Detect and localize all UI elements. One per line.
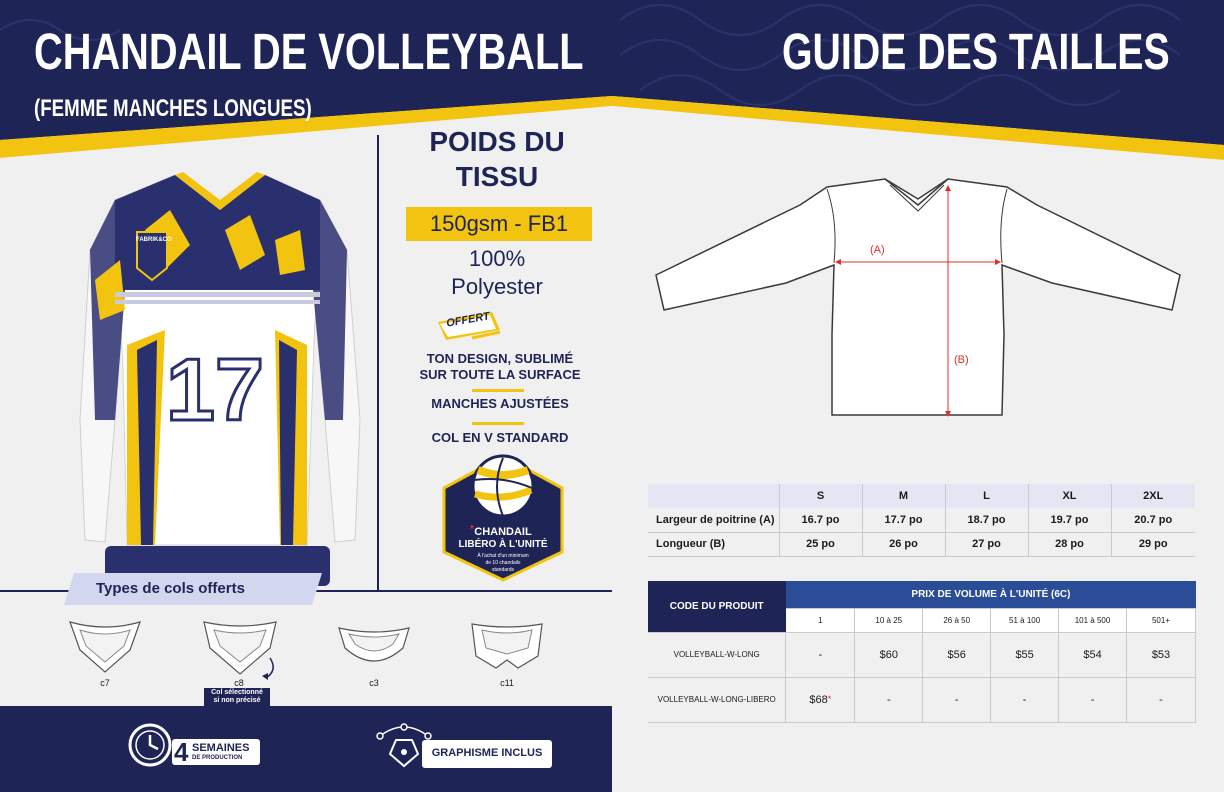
price-cell: $55 (991, 632, 1059, 677)
price-cell: - (786, 632, 855, 677)
feature-design-1: TON DESIGN, SUBLIMÉ (426, 351, 574, 366)
weeks-sub: DE PRODUCTION (192, 755, 243, 761)
table-cell: 19.7 po (1028, 508, 1111, 532)
size-table (648, 484, 1195, 557)
collar-c8-icon (200, 618, 280, 680)
tier-header: 501+ (1127, 608, 1196, 632)
libero-asterisk: * (470, 524, 474, 535)
table-cell: 28 po (1028, 532, 1111, 556)
feature-sleeves: MANCHES AJUSTÉES (431, 396, 569, 411)
material-name: Polyester (451, 274, 543, 299)
price-cell (786, 677, 855, 722)
table-cell: 18.7 po (945, 508, 1028, 532)
tier-header: 26 à 50 (923, 608, 991, 632)
table-row (648, 632, 1196, 677)
fabric-weight: 150gsm - FB1 (406, 207, 592, 241)
vertical-divider (377, 135, 379, 590)
size-table-header (648, 484, 1195, 508)
table-cell: 29 po (1111, 532, 1195, 556)
table-row (648, 677, 1196, 722)
table-cell: 17.7 po (862, 508, 945, 532)
collar-c8-note (204, 688, 270, 706)
table-cell: 20.7 po (1111, 508, 1195, 532)
table-cell: 27 po (945, 532, 1028, 556)
collar-c8-note-1: Col sélectionné (211, 689, 263, 696)
product-code: VOLLEYBALL-W-LONG-LIBERO (648, 677, 786, 722)
code-header: CODE DU PRODUIT (648, 581, 786, 632)
price-cell: - (855, 677, 923, 722)
libero-note-2: de 10 chandails (485, 560, 521, 566)
jersey-number: 17 (166, 340, 264, 439)
price-cell: - (1127, 677, 1196, 722)
collar-c8-note-2: si non précisé (213, 697, 261, 704)
collar-c11-icon (468, 620, 546, 674)
size-header: L (945, 484, 1028, 508)
price-cell: $54 (1059, 632, 1127, 677)
size-header: S (779, 484, 862, 508)
feature-collar: COL EN V STANDARD (431, 430, 569, 445)
size-header: M (862, 484, 945, 508)
weeks-number: 4 (174, 737, 189, 767)
collar-c3-label: c3 (369, 678, 379, 688)
collar-c7-icon (66, 618, 144, 676)
price-cell: - (991, 677, 1059, 722)
fabric-heading-2: TISSU (455, 161, 539, 192)
tier-header: 10 à 25 (855, 608, 923, 632)
collar-c7-label: c7 (100, 678, 110, 688)
jersey-brand: FABRIK&CO (137, 305, 283, 331)
weeks-label: SEMAINES (192, 742, 250, 754)
size-header: 2XL (1111, 484, 1195, 508)
tier-header: 1 (786, 608, 855, 632)
offer-tag: OFFERT (445, 310, 491, 330)
libero-line-1: CHANDAIL (474, 526, 532, 538)
price-table (648, 581, 1196, 723)
size-guide-title: GUIDE DES TAILLES (782, 23, 1170, 80)
libero-line-2: LIBÉRO À L'UNITÉ (458, 539, 548, 550)
collars-heading: Types de cols offerts (96, 580, 245, 597)
collar-c11-label: c11 (500, 678, 514, 688)
table-cell: 16.7 po (779, 508, 862, 532)
table-cell: 25 po (779, 532, 862, 556)
libero-note-1: À l'achat d'un minimum (477, 553, 529, 559)
feature-divider (472, 389, 524, 392)
price-cell: $56 (923, 632, 991, 677)
size-header-empty (648, 484, 779, 508)
price-cell: $60 (855, 632, 923, 677)
row-label: Longueur (B) (648, 532, 779, 556)
design-label: GRAPHISME INCLUS (431, 747, 543, 759)
row-label: Largeur de poitrine (A) (648, 508, 779, 532)
feature-divider (472, 422, 524, 425)
clock-icon (126, 721, 174, 769)
material-percent: 100% (468, 246, 526, 271)
tier-header: 51 à 100 (991, 608, 1059, 632)
price-cell: - (1059, 677, 1127, 722)
price-cell: $53 (1127, 632, 1196, 677)
price-cell: - (923, 677, 991, 722)
price-asterisk: * (827, 693, 832, 704)
feature-design-2: SUR TOUTE LA SURFACE (419, 367, 581, 382)
jersey-crest-text: FABRIK&CO (136, 237, 172, 243)
page-subtitle: (FEMME MANCHES LONGUES) (34, 95, 312, 122)
table-row (648, 508, 1195, 532)
table-row (648, 532, 1195, 556)
product-code: VOLLEYBALL-W-LONG (648, 632, 786, 677)
table-cell: 26 po (862, 532, 945, 556)
size-header: XL (1028, 484, 1111, 508)
collar-c8-label: c8 (234, 678, 244, 688)
size-diagram (652, 175, 1184, 425)
fabric-heading-1: POIDS DU (429, 126, 565, 157)
price-value: $68 (809, 693, 828, 706)
page-title: CHANDAIL DE VOLLEYBALL (34, 23, 584, 80)
collar-c3-icon (335, 624, 413, 670)
label-a: (A) (870, 244, 885, 256)
label-b: (B) (954, 354, 969, 366)
libero-note-3: standards (492, 567, 514, 573)
tier-header: 101 à 500 (1059, 608, 1127, 632)
volume-header: PRIX DE VOLUME À L'UNITÉ (6C) (786, 581, 1196, 608)
